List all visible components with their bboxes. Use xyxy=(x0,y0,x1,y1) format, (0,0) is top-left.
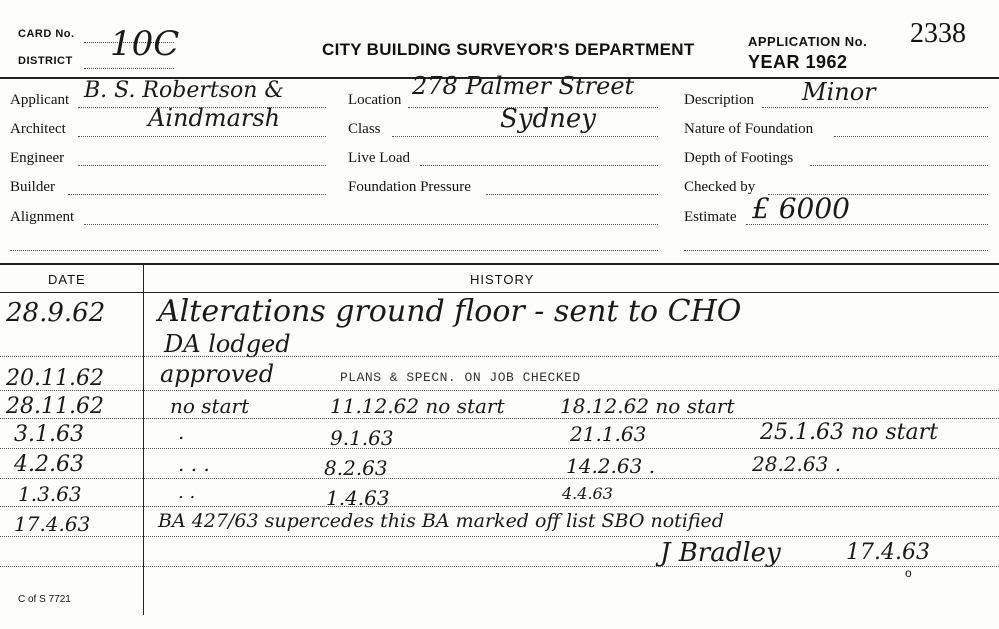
history-row-text: approved xyxy=(160,360,275,388)
date-column-divider xyxy=(143,263,144,615)
row-rule xyxy=(0,566,999,567)
history-row-date: 17.4.63 xyxy=(14,512,91,536)
location-value: 278 Palmer Street xyxy=(412,72,635,100)
engineer-label: Engineer xyxy=(10,150,65,166)
alignment-line-2 xyxy=(10,250,658,251)
application-no-value: 2338 xyxy=(910,18,966,49)
class-line xyxy=(392,136,658,137)
applicant-value: B. S. Robertson & xyxy=(84,78,284,103)
history-row-entry: 25.1.63 no start xyxy=(760,420,938,445)
depth-of-footings-label: Depth of Footings xyxy=(684,150,794,166)
estimate-value: £ 6000 xyxy=(752,192,850,225)
history-row-date: 3.1.63 xyxy=(14,422,84,447)
department-title: CITY BUILDING SURVEYOR'S DEPARTMENT xyxy=(322,40,695,59)
history-row-entry: 28.2.63 . xyxy=(752,452,842,476)
alignment-line xyxy=(84,224,658,225)
history-header: HISTORY xyxy=(470,272,535,287)
plans-checked-stamp: PLANS & SPECN. ON JOB CHECKED xyxy=(340,370,581,385)
location-label: Location xyxy=(348,92,402,108)
card-no-label: CARD No. xyxy=(18,28,75,40)
history-row-entry: 21.1.63 xyxy=(570,422,647,446)
row-rule xyxy=(0,356,999,357)
row-rule xyxy=(0,536,999,537)
live-load-label: Live Load xyxy=(348,150,411,166)
architect-label: Architect xyxy=(10,121,66,137)
builder-label: Builder xyxy=(10,179,55,195)
class-label: Class xyxy=(348,121,381,137)
row-rule xyxy=(0,478,999,479)
history-row-date: 4.2.63 xyxy=(14,452,84,477)
architect-line xyxy=(78,136,326,137)
live-load-line xyxy=(420,165,658,166)
date-header: DATE xyxy=(48,272,86,287)
signature: J Bradley xyxy=(660,538,781,568)
applicant-label: Applicant xyxy=(10,92,70,108)
alignment-label: Alignment xyxy=(10,209,75,225)
row-rule xyxy=(0,506,999,507)
table-top-border xyxy=(0,263,999,265)
foundation-pressure-label: Foundation Pressure xyxy=(348,179,471,195)
estimate-label: Estimate xyxy=(684,209,737,225)
district-value: 10C xyxy=(110,24,180,64)
table-header-border xyxy=(0,292,999,293)
history-row-entry: 9.1.63 xyxy=(330,426,394,450)
signature-date: 17.4.63 xyxy=(846,540,930,565)
engineer-line xyxy=(78,165,326,166)
history-row-date: 20.11.62 xyxy=(6,366,104,391)
row-rule xyxy=(0,418,999,419)
history-row-entry: 14.2.63 . xyxy=(566,454,656,478)
history-row-text: DA lodged xyxy=(164,330,291,358)
history-row-entry: . . xyxy=(178,482,196,503)
description-line xyxy=(762,107,988,108)
class-value: Sydney xyxy=(500,104,596,134)
history-row-date: 28.9.62 xyxy=(6,298,106,328)
row-rule xyxy=(0,390,999,391)
history-row-entry: 4.4.63 xyxy=(562,484,613,503)
circle-mark: o xyxy=(905,566,912,580)
history-row-entry: 8.2.63 xyxy=(324,456,388,480)
row-rule xyxy=(0,448,999,449)
history-row-entry: . . . xyxy=(178,452,210,476)
history-row-entry: 11.12.62 no start xyxy=(330,394,505,418)
checked-by-label: Checked by xyxy=(684,179,756,195)
foundation-pressure-line xyxy=(486,194,658,195)
district-line xyxy=(84,68,174,69)
history-row-date: 28.11.62 xyxy=(6,394,104,419)
description-value: Minor xyxy=(802,78,876,106)
district-label: DISTRICT xyxy=(18,55,73,67)
application-no-label: APPLICATION No. xyxy=(748,34,868,49)
depth-of-footings-line xyxy=(810,165,988,166)
history-row-entry: 18.12.62 no start xyxy=(560,394,735,418)
nature-of-foundation-label: Nature of Foundation xyxy=(684,121,814,137)
estimate-line-2 xyxy=(684,250,988,251)
history-row-text: Alterations ground floor - sent to CHO xyxy=(158,294,742,329)
history-row-entry: no start xyxy=(170,394,250,418)
history-row-entry: 1.4.63 xyxy=(326,486,390,510)
history-row-entry: . xyxy=(178,420,185,444)
nature-of-foundation-line xyxy=(834,136,988,137)
form-code: C of S 7721 xyxy=(18,594,71,605)
builder-line xyxy=(68,194,326,195)
history-row-text: BA 427/63 supercedes this BA marked off list SBO notified xyxy=(158,510,724,532)
history-row-date: 1.3.63 xyxy=(18,482,82,506)
architect-value: Aindmarsh xyxy=(148,104,281,132)
year-label: YEAR 1962 xyxy=(748,52,848,72)
description-label: Description xyxy=(684,92,754,108)
